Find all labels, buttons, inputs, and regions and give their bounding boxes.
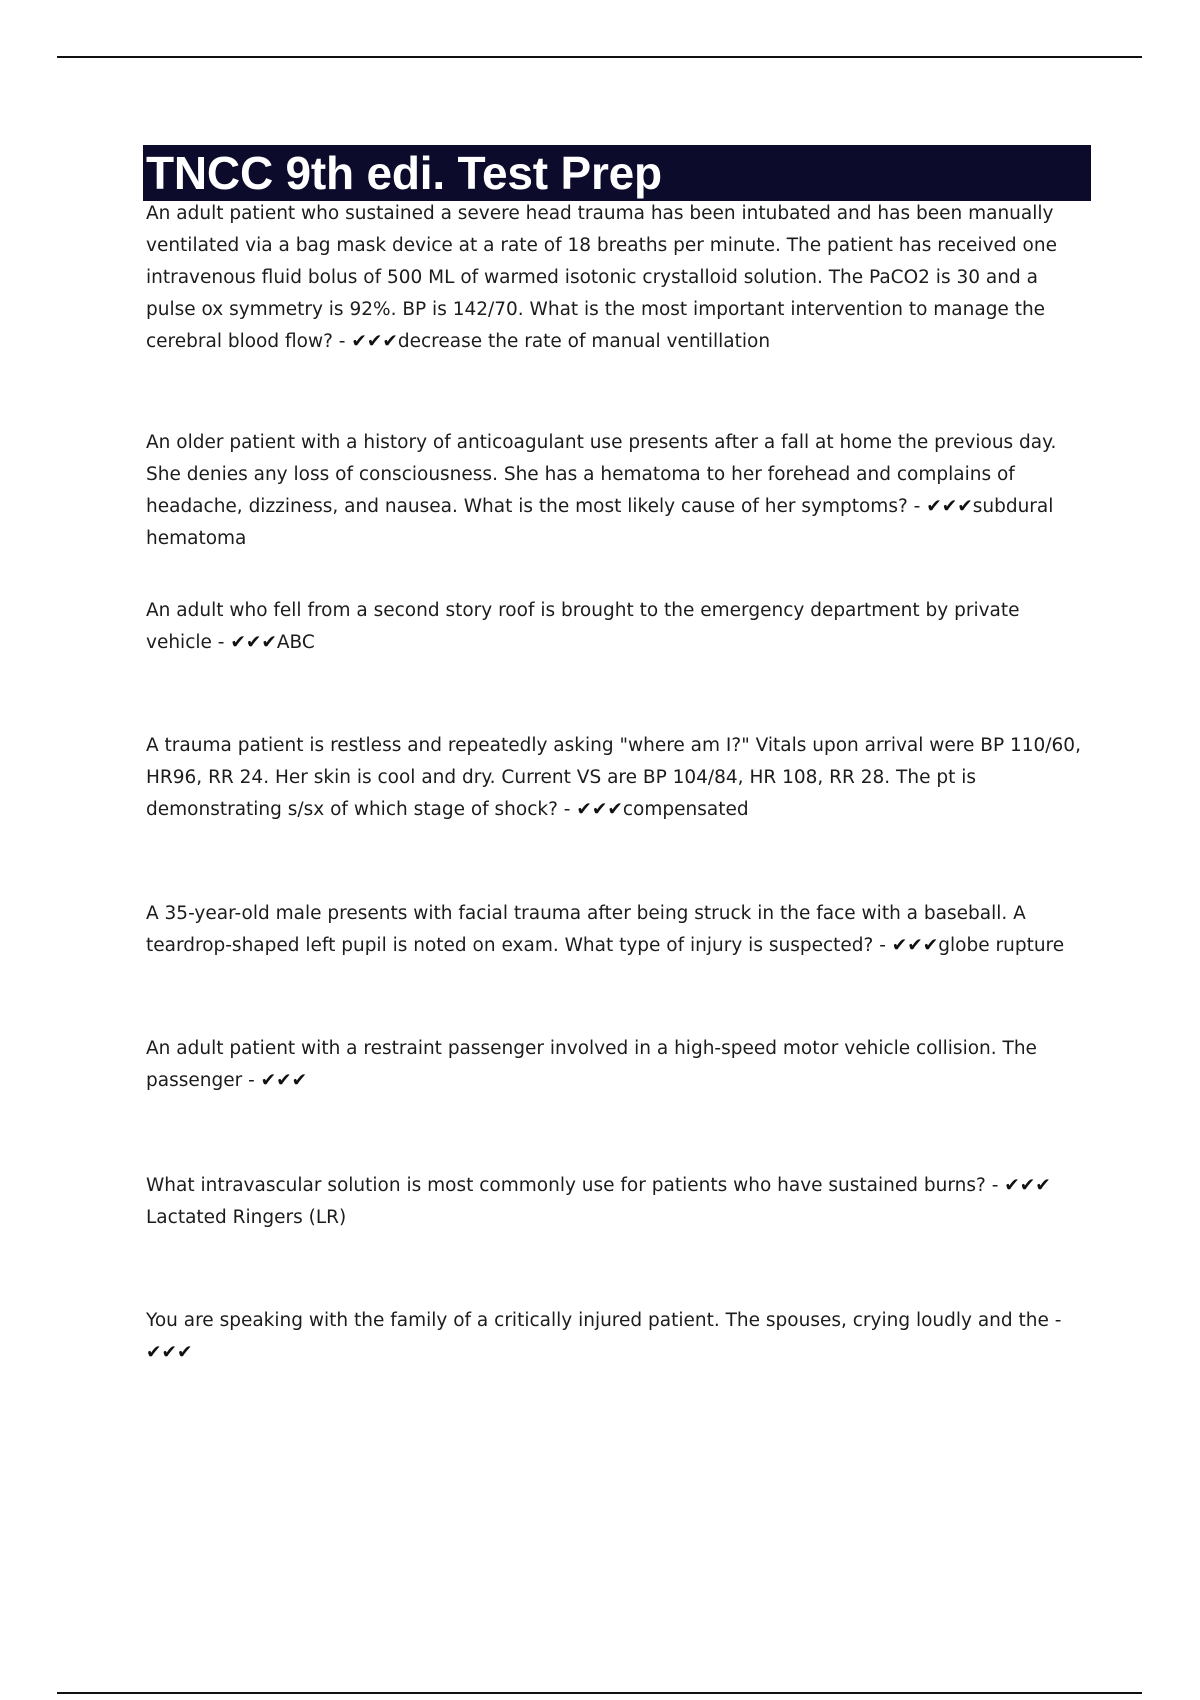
question-text: A trauma patient is restless and repeatedly asking "where am I?" Vitals upon arrival were BP 110/60, HR96, RR 24. Her skin is cool and dry. Current VS are BP 104/84, HR 108, RR 28. The pt is demonstrating s/sx of which stage of shock? - [146, 735, 1081, 820]
question-text: A 35-year-old male presents with facial trauma after being struck in the face with a baseball. A teardrop-shaped left pupil is noted on exam. What type of injury is suspected? - [146, 903, 1026, 956]
qa-item-3 [146, 595, 1091, 659]
footer-rule [57, 1692, 1142, 1694]
qa-item-7 [146, 1170, 1091, 1234]
question-text: An older patient with a history of anticoagulant use presents after a fall at home the previous day. She denies any loss of consciousness. She has a hematoma to her forehead and complains of headache, dizziness, and nausea. What is the most likely cause of her symptoms? - [146, 432, 1057, 517]
check-marks: ✔✔✔ [230, 632, 277, 653]
question-text: An adult who fell from a second story roof is brought to the emergency department by private vehicle - [146, 600, 1020, 653]
question-text: What intravascular solution is most commonly use for patients who have sustained burns? - [146, 1175, 1005, 1196]
document-title: TNCC 9th edi. Test Prep [146, 147, 662, 199]
answer-text: Lactated Ringers (LR) [146, 1207, 347, 1228]
answer-text: subdural hematoma [146, 496, 1054, 549]
qa-item-2 [146, 427, 1091, 555]
qa-item-4 [146, 730, 1091, 826]
check-marks: ✔✔✔ [576, 799, 623, 820]
qa-item-5 [146, 898, 1091, 962]
answer-text: ABC [276, 632, 315, 653]
question-text: An adult patient who sustained a severe head trauma has been intubated and has been manually ventilated via a bag mask device at a rate of 18 breaths per minute. The patient has received one intravenous fluid bolus of 500 ML of warmed isotonic crystalloid solution. The PaCO2 is 30 and a pulse ox symmetry is 92%. BP is 142/70. What is the most important intervention to manage the cerebral blood flow? - [146, 203, 1057, 352]
question-text: An adult patient with a restraint passenger involved in a high-speed motor vehicle collision. The passenger - [146, 1038, 1037, 1091]
check-marks: ✔✔✔ [260, 1070, 308, 1091]
check-marks: ✔✔✔ [1004, 1175, 1051, 1196]
check-marks: ✔✔✔ [926, 496, 973, 517]
qa-item-1 [146, 198, 1091, 358]
qa-item-6 [146, 1033, 1091, 1097]
check-marks: ✔✔✔ [891, 935, 939, 956]
qa-item-8 [146, 1305, 1091, 1369]
question-text: You are speaking with the family of a critically injured patient. The spouses, crying loudly and the - [146, 1310, 1062, 1331]
header-rule [57, 56, 1142, 58]
answer-text: globe rupture [938, 935, 1065, 956]
answer-text: compensated [622, 799, 749, 820]
check-marks: ✔✔✔ [351, 331, 398, 352]
check-marks: ✔✔✔ [146, 1342, 193, 1363]
title-banner [143, 145, 1091, 201]
answer-text: decrease the rate of manual ventillation [397, 331, 771, 352]
